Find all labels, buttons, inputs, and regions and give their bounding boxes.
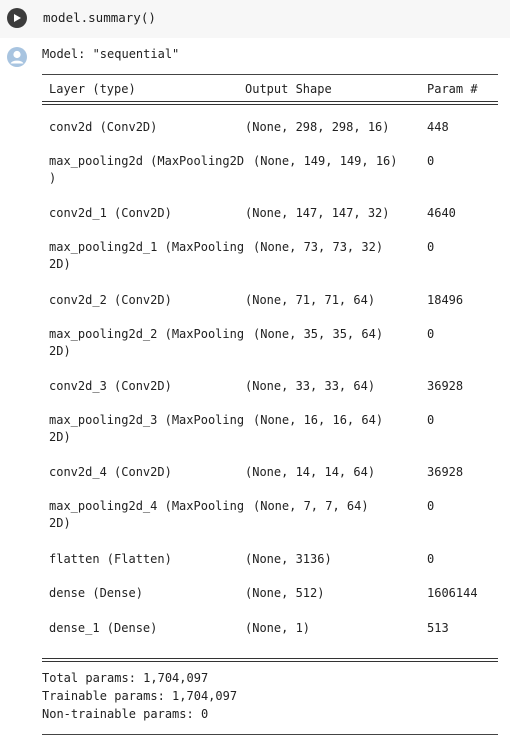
layer-name: max_pooling2d_4 (MaxPooling <box>49 499 245 513</box>
layer-name-wrap: 2D) <box>49 257 71 271</box>
layer-name-wrap: 2D) <box>49 430 71 444</box>
model-name-line: Model: "sequential" <box>42 47 180 61</box>
separator-bottom <box>42 734 498 735</box>
output-shape: (None, 7, 7, 64) <box>253 499 369 513</box>
param-count: 36928 <box>427 379 464 393</box>
header-output-shape: Output Shape <box>245 82 332 96</box>
layer-name: flatten (Flatten) <box>49 552 172 566</box>
output-shape: (None, 3136) <box>245 552 332 566</box>
layer-name: conv2d (Conv2D) <box>49 120 158 134</box>
run-cell-button[interactable] <box>7 8 27 28</box>
param-count: 0 <box>427 499 435 513</box>
param-count: 1606144 <box>427 586 478 600</box>
non-trainable-params: Non-trainable params: 0 <box>42 707 209 721</box>
param-count: 36928 <box>427 465 464 479</box>
layer-name-wrap: 2D) <box>49 344 71 358</box>
separator-totals <box>42 658 498 659</box>
header-layer: Layer (type) <box>49 82 136 96</box>
output-shape: (None, 147, 147, 32) <box>245 206 390 220</box>
output-shape: (None, 35, 35, 64) <box>253 327 384 341</box>
param-count: 18496 <box>427 293 464 307</box>
param-count: 0 <box>427 240 435 254</box>
param-count: 448 <box>427 120 449 134</box>
layer-name: dense_1 (Dense) <box>49 621 158 635</box>
cell-output <box>42 46 500 721</box>
output-shape: (None, 298, 298, 16) <box>245 120 390 134</box>
total-params: Total params: 1,704,097 <box>42 671 209 685</box>
layer-name: max_pooling2d_3 (MaxPooling <box>49 413 245 427</box>
output-shape: (None, 1) <box>245 621 311 635</box>
output-shape: (None, 512) <box>245 586 325 600</box>
param-count: 513 <box>427 621 449 635</box>
trainable-params: Trainable params: 1,704,097 <box>42 689 238 703</box>
layer-name: conv2d_3 (Conv2D) <box>49 379 172 393</box>
header-param-count: Param # <box>427 82 478 96</box>
play-icon <box>12 13 22 23</box>
param-count: 4640 <box>427 206 456 220</box>
output-shape: (None, 16, 16, 64) <box>253 413 384 427</box>
separator-header <box>42 101 498 102</box>
layer-name: conv2d_2 (Conv2D) <box>49 293 172 307</box>
param-count: 0 <box>427 552 435 566</box>
param-count: 0 <box>427 154 435 168</box>
code-input[interactable]: model.summary() <box>43 10 156 25</box>
output-shape: (None, 14, 14, 64) <box>245 465 376 479</box>
output-shape: (None, 149, 149, 16) <box>253 154 398 168</box>
separator-top <box>42 74 498 75</box>
layer-name: conv2d_4 (Conv2D) <box>49 465 172 479</box>
output-shape: (None, 33, 33, 64) <box>245 379 376 393</box>
code-cell[interactable] <box>0 0 510 38</box>
output-shape: (None, 71, 71, 64) <box>245 293 376 307</box>
layer-name-wrap: 2D) <box>49 516 71 530</box>
user-avatar-icon <box>7 47 27 67</box>
layer-name: dense (Dense) <box>49 586 143 600</box>
layer-name-wrap: ) <box>49 171 57 185</box>
layer-name: max_pooling2d (MaxPooling2D <box>49 154 245 168</box>
layer-name: max_pooling2d_1 (MaxPooling <box>49 240 245 254</box>
output-shape: (None, 73, 73, 32) <box>253 240 384 254</box>
layer-name: max_pooling2d_2 (MaxPooling <box>49 327 245 341</box>
param-count: 0 <box>427 327 435 341</box>
layer-name: conv2d_1 (Conv2D) <box>49 206 172 220</box>
param-count: 0 <box>427 413 435 427</box>
